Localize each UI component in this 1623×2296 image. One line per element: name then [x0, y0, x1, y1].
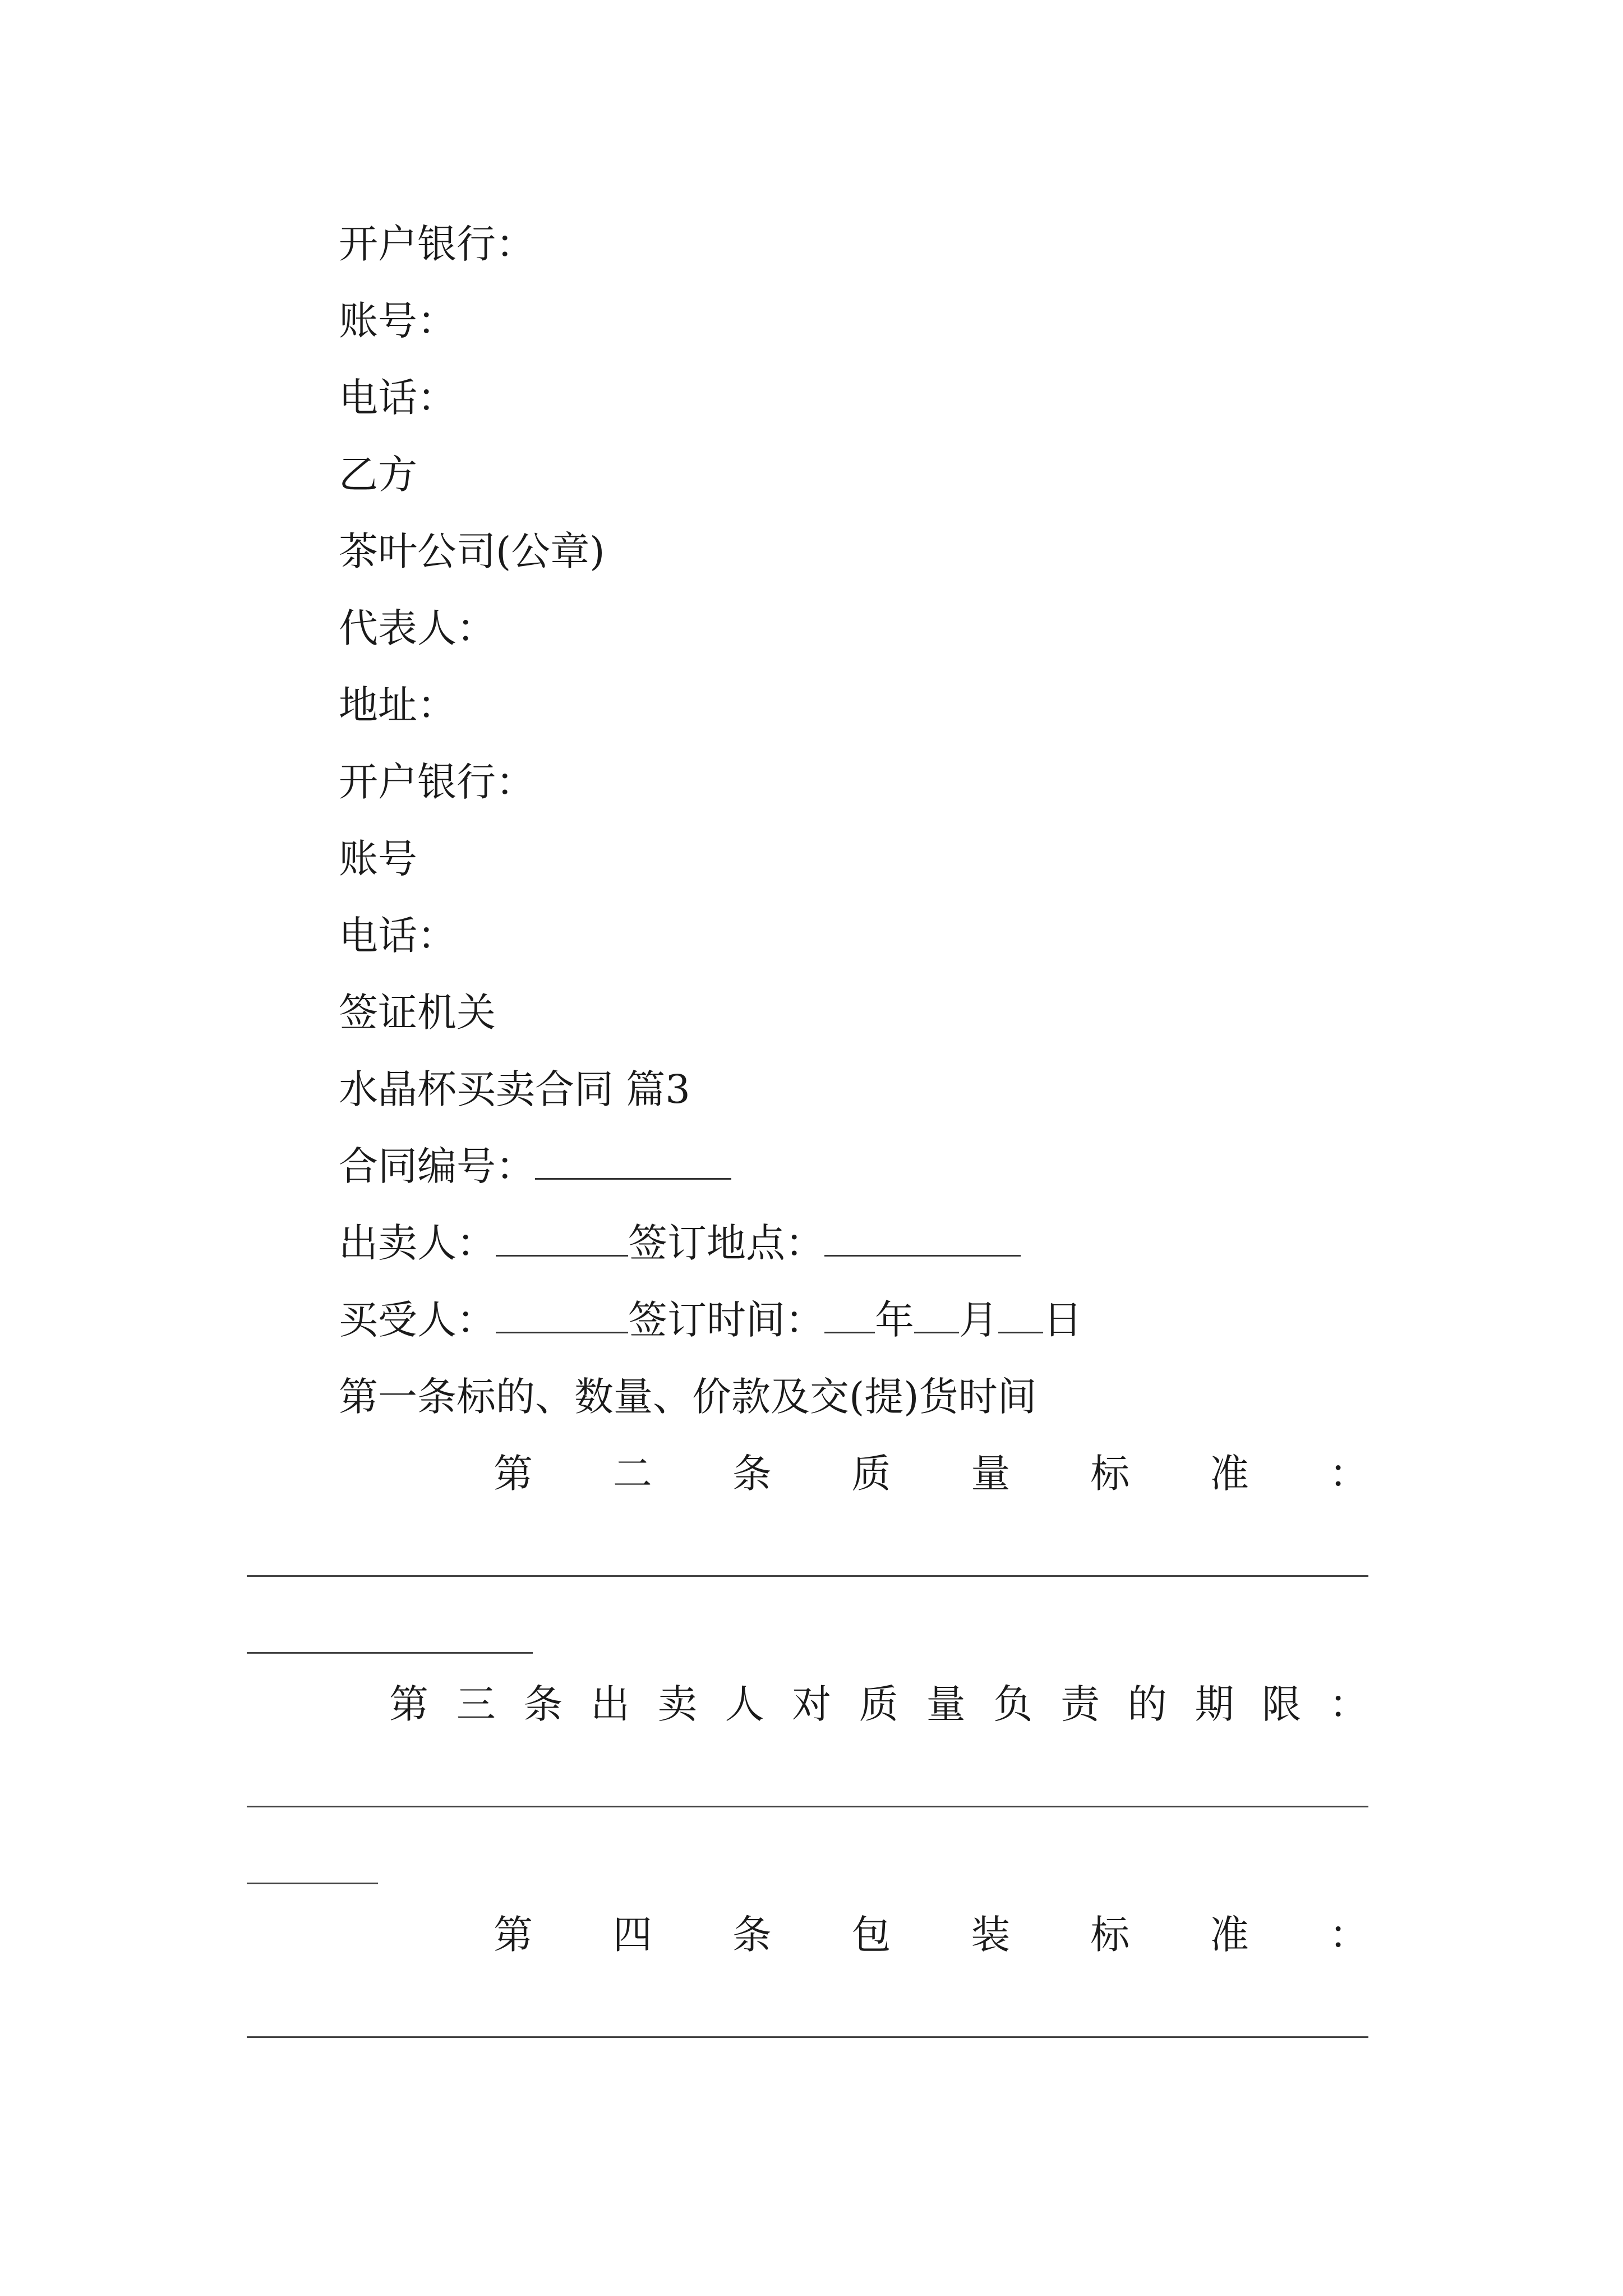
- article-2-blank-line-end: [247, 1652, 533, 1654]
- party-b-representative-label: 代表人：: [339, 605, 496, 651]
- seller-blank: [496, 1218, 628, 1257]
- article-3-char: 人: [725, 1681, 764, 1727]
- party-b-company: 茶叶公司(公章): [339, 528, 605, 574]
- article-4-char: 包: [851, 1912, 891, 1958]
- contract-number-row: [339, 1141, 731, 1191]
- party-a-account-label: 账号：: [339, 298, 457, 344]
- article-3-char: ：: [1329, 1681, 1368, 1727]
- buyer-label: 买受人：: [339, 1297, 496, 1343]
- article-4-char: 装: [971, 1912, 1011, 1958]
- party-b-account-label: 账号: [339, 836, 417, 882]
- article-2-blank-line: [247, 1575, 1368, 1577]
- article-4-char: 第: [494, 1912, 533, 1958]
- contract-number-blank: [535, 1141, 731, 1180]
- article-3-char: 质: [859, 1681, 898, 1727]
- article-3-char: 量: [926, 1681, 966, 1727]
- article-3-blank-line-end: [247, 1883, 378, 1884]
- buyer-blank: [496, 1295, 628, 1333]
- seller-label: 出卖人：: [339, 1220, 496, 1266]
- article-4-char: 四: [612, 1912, 652, 1958]
- article-3-char: 限: [1262, 1681, 1302, 1727]
- article-3-char: 对: [792, 1681, 832, 1727]
- article-3-char: 三: [456, 1681, 496, 1727]
- article-2-char: 质: [851, 1451, 891, 1497]
- party-b-phone-label: 电话：: [339, 913, 457, 959]
- article-2-char: 量: [971, 1451, 1011, 1497]
- article-1-heading: 第一条标的、数量、价款及交(提)货时间: [339, 1374, 1037, 1420]
- article-3-heading: [389, 1679, 1368, 1729]
- article-2-char: 标: [1090, 1451, 1130, 1497]
- month-blank: [914, 1295, 959, 1333]
- article-3-char: 期: [1195, 1681, 1234, 1727]
- party-b-heading: 乙方: [339, 452, 417, 498]
- day-label: 日: [1043, 1297, 1082, 1343]
- article-4-heading: [494, 1910, 1368, 1960]
- sign-place-blank: [824, 1218, 1021, 1257]
- article-3-blank-line: [247, 1806, 1368, 1807]
- article-2-char: 第: [494, 1451, 533, 1497]
- sign-time-label: 签订时间：: [628, 1297, 824, 1343]
- party-a-bank-label: 开户银行：: [339, 221, 535, 267]
- article-4-char: 条: [732, 1912, 772, 1958]
- seller-row: [339, 1218, 1021, 1268]
- contract-title: 水晶杯买卖合同 篇3: [339, 1066, 690, 1112]
- article-3-char: 的: [1127, 1681, 1167, 1727]
- year-label: 年: [875, 1297, 914, 1343]
- party-b-address-label: 地址：: [339, 682, 457, 728]
- article-2-char: 准: [1210, 1451, 1249, 1497]
- article-4-char: ：: [1329, 1912, 1368, 1958]
- year-blank: [824, 1295, 875, 1333]
- article-4-char: 标: [1090, 1912, 1130, 1958]
- article-3-char: 第: [389, 1681, 428, 1727]
- day-blank: [998, 1295, 1043, 1333]
- article-2-char: ：: [1329, 1451, 1368, 1497]
- article-3-char: 负: [993, 1681, 1033, 1727]
- article-3-char: 卖: [657, 1681, 697, 1727]
- certifying-authority-label: 签证机关: [339, 990, 496, 1036]
- article-2-heading: [494, 1448, 1368, 1499]
- article-3-char: 责: [1061, 1681, 1100, 1727]
- article-3-char: 条: [523, 1681, 563, 1727]
- buyer-row: [339, 1295, 1082, 1345]
- contract-number-label: 合同编号：: [339, 1143, 535, 1189]
- party-b-bank-label: 开户银行：: [339, 759, 535, 805]
- article-3-char: 出: [591, 1681, 630, 1727]
- party-a-phone-label: 电话：: [339, 375, 457, 421]
- sign-place-label: 签订地点：: [628, 1220, 824, 1266]
- article-4-char: 准: [1210, 1912, 1249, 1958]
- month-label: 月: [959, 1297, 998, 1343]
- article-2-char: 二: [612, 1451, 652, 1497]
- article-2-char: 条: [732, 1451, 772, 1497]
- article-4-blank-line: [247, 2036, 1368, 2038]
